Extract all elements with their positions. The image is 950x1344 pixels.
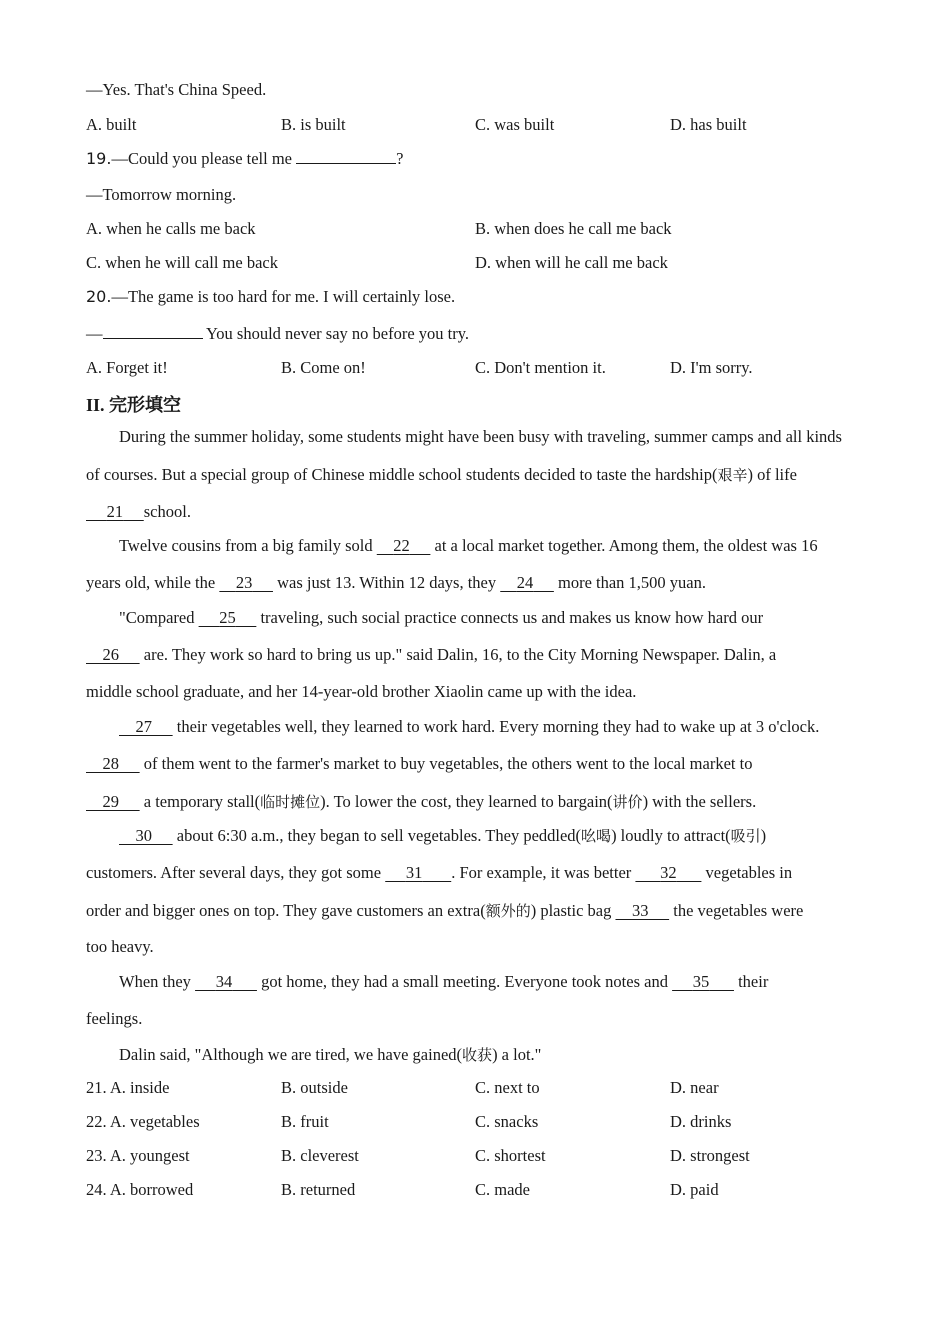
answer-21-a: 21. A. inside [86, 1078, 170, 1097]
passage-p5-line1 [119, 825, 766, 846]
q19-option-b: B. when does he call me back [475, 219, 672, 238]
q20-answer-post: You should never say no before you try. [202, 324, 470, 343]
answer-24-c: C. made [475, 1180, 530, 1199]
passage-cjk: 收获 [462, 1046, 493, 1064]
q20-option-c: C. Don't mention it. [475, 358, 606, 377]
q18-option-c: C. was built [475, 115, 555, 134]
passage-p2-line1 [119, 536, 818, 556]
passage-p5-line3 [86, 900, 803, 921]
passage-p6-line2: feelings. [86, 1009, 143, 1028]
passage-text: of them went to the farmer's market to buy vegetables, the others went to the local market to [139, 754, 753, 773]
answer-23-b: B. cleverest [281, 1146, 359, 1165]
passage-p6-line1 [119, 972, 768, 992]
passage-p3-line3: middle school graduate, and her 14-year-old brother Xiaolin came up with the idea. [86, 682, 637, 701]
answer-row-23 [86, 1146, 866, 1168]
passage-text: got home, they had a small meeting. Everyone took notes and [256, 972, 673, 991]
answer-23-d: D. strongest [670, 1146, 750, 1165]
passage-p1-line2 [86, 464, 797, 485]
answer-24-a: 24. A. borrowed [86, 1180, 194, 1199]
passage-p4-line1 [119, 717, 819, 737]
q20-blank [103, 324, 203, 339]
passage-p1-line3 [86, 502, 191, 522]
blank-number: 27 [135, 717, 152, 736]
answer-row-21 [86, 1078, 866, 1100]
answer-row-22 [86, 1112, 866, 1134]
passage-text: ) [760, 826, 767, 845]
blank-number: 30 [135, 826, 152, 845]
blank-34 [195, 972, 257, 992]
passage-text: years old, while the [86, 573, 220, 592]
blank-30 [119, 826, 173, 846]
passage-text: a temporary stall( [139, 792, 261, 811]
passage-text: ) plastic bag [530, 901, 616, 920]
blank-31 [385, 863, 451, 883]
passage-text: school. [143, 502, 191, 521]
passage-text: their vegetables well, they learned to work hard. Every morning they had to wake up at 3 o'clock. [172, 717, 820, 736]
q19-option-a: A. when he calls me back [86, 219, 256, 238]
passage-p3-line1 [119, 608, 763, 628]
blank-28 [86, 754, 140, 774]
blank-number: 29 [102, 792, 119, 811]
passage-text: are. They work so hard to bring us up." said Dalin, 16, to the City Morning Newspaper. Dalin, a [139, 645, 777, 664]
passage-text: "Compared [119, 608, 199, 627]
q20-number: 20. [86, 287, 112, 306]
q19-text-pre: —Could you please tell me [111, 149, 297, 168]
passage-text: . For example, it was better [451, 863, 636, 882]
answer-23-a: 23. A. youngest [86, 1146, 190, 1165]
passage-p4-line3 [86, 791, 756, 812]
answer-22-a: 22. A. vegetables [86, 1112, 200, 1131]
passage-text: order and bigger ones on top. They gave customers an extra( [86, 901, 486, 920]
passage-text: Twelve cousins from a big family sold [119, 536, 377, 555]
blank-29 [86, 792, 140, 812]
passage-text: customers. After several days, they got some [86, 863, 386, 882]
passage-p7-line1 [119, 1044, 541, 1065]
answer-row-24 [86, 1180, 866, 1202]
q18-reply: —Yes. That's China Speed. [86, 80, 267, 99]
q19-number: 19. [86, 149, 112, 168]
blank-number: 33 [631, 901, 649, 920]
q20-answer-pre: — [86, 324, 103, 343]
passage-text: When they [119, 972, 196, 991]
q19-answer: —Tomorrow morning. [86, 185, 237, 204]
passage-p1-line1: During the summer holiday, some students might have been busy with traveling, summer camps and all kinds [119, 427, 842, 446]
passage-text: ) with the sellers. [642, 792, 757, 811]
passage-text: was just 13. Within 12 days, they [272, 573, 501, 592]
passage-text: ). To lower the cost, they learned to bargain( [320, 792, 613, 811]
passage-cjk: 临时摊位 [260, 793, 321, 811]
answer-22-d: D. drinks [670, 1112, 732, 1131]
answer-23-c: C. shortest [475, 1146, 546, 1165]
blank-number: 24 [516, 573, 534, 592]
blank-number: 21 [106, 502, 124, 521]
answer-21-d: D. near [670, 1078, 719, 1097]
blank-number: 23 [235, 573, 253, 592]
q19-options-row2 [86, 253, 866, 275]
blank-23 [219, 573, 273, 593]
q20-text: —The game is too hard for me. I will certainly lose. [111, 287, 456, 306]
answer-22-b: B. fruit [281, 1112, 329, 1131]
passage-cjk: 艰辛 [717, 466, 748, 484]
blank-number: 31 [405, 863, 423, 882]
blank-number: 32 [660, 863, 677, 882]
passage-text: about 6:30 a.m., they began to sell vegetables. They peddled( [172, 826, 582, 845]
blank-35 [672, 972, 734, 992]
passage-p4-line2 [86, 754, 752, 774]
blank-33 [615, 901, 669, 921]
q19-text-post: ? [396, 149, 404, 168]
answer-22-c: C. snacks [475, 1112, 539, 1131]
q19-question [86, 149, 403, 169]
blank-24 [500, 573, 554, 593]
q20-option-d: D. I'm sorry. [670, 358, 753, 377]
q20-option-a: A. Forget it! [86, 358, 168, 377]
blank-21 [86, 502, 144, 522]
q19-option-c: C. when he will call me back [86, 253, 278, 272]
passage-text: the vegetables were [669, 901, 804, 920]
blank-number: 22 [393, 536, 410, 555]
passage-text: their [733, 972, 769, 991]
blank-26 [86, 645, 140, 665]
section-title: II. 完形填空 [86, 395, 182, 415]
passage-text: vegetables in [701, 863, 793, 882]
q18-option-a: A. built [86, 115, 137, 134]
passage-text: traveling, such social practice connects us and makes us know how hard our [256, 608, 764, 627]
passage-cjk: 吆喝 [581, 827, 612, 845]
passage-text: ) of life [747, 465, 797, 484]
passage-p2-line2 [86, 573, 706, 593]
passage-text: at a local market together. Among them, the oldest was 16 [430, 536, 818, 555]
q18-option-b: B. is built [281, 115, 346, 134]
q18-options [86, 115, 866, 137]
passage-cjk: 讲价 [612, 793, 643, 811]
passage-text: ) a lot." [492, 1045, 542, 1064]
blank-27 [119, 717, 173, 737]
answer-24-b: B. returned [281, 1180, 356, 1199]
blank-32 [635, 863, 701, 883]
passage-text: more than 1,500 yuan. [553, 573, 707, 592]
q20-options [86, 358, 866, 380]
passage-p5-line4: too heavy. [86, 937, 154, 956]
blank-22 [377, 536, 431, 556]
blank-number: 34 [215, 972, 233, 991]
answer-21-c: C. next to [475, 1078, 540, 1097]
q20-option-b: B. Come on! [281, 358, 366, 377]
answer-21-b: B. outside [281, 1078, 348, 1097]
blank-number: 26 [102, 645, 119, 664]
passage-p5-line2 [86, 863, 792, 883]
passage-text: of courses. But a special group of Chinese middle school students decided to taste the hardship( [86, 465, 718, 484]
blank-25 [199, 608, 257, 628]
passage-p3-line2 [86, 645, 776, 665]
passage-text: ) loudly to attract( [611, 826, 731, 845]
q20-answer [86, 324, 469, 344]
answer-24-d: D. paid [670, 1180, 719, 1199]
blank-number: 25 [219, 608, 236, 627]
blank-number: 35 [692, 972, 710, 991]
blank-number: 28 [102, 754, 119, 773]
q19-blank [296, 149, 396, 164]
passage-cjk: 额外的 [485, 902, 531, 920]
q19-options-row1 [86, 219, 866, 241]
q19-option-d: D. when will he call me back [475, 253, 668, 272]
q18-option-d: D. has built [670, 115, 747, 134]
q20-question [86, 287, 455, 307]
passage-cjk: 吸引 [730, 827, 761, 845]
passage-text: Dalin said, "Although we are tired, we have gained( [119, 1045, 463, 1064]
